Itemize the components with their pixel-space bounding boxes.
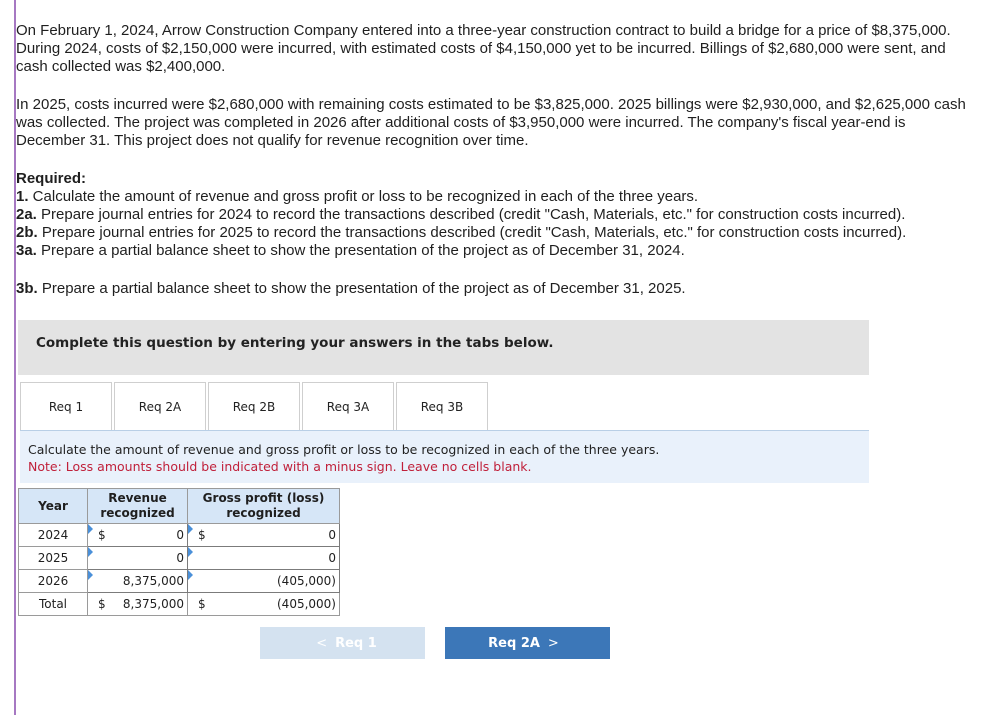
requirement-1: 1. Calculate the amount of revenue and gross profit or loss to be recognized in each of the three years.: [16, 188, 699, 205]
tab-req-1[interactable]: Req 1: [20, 382, 112, 430]
table-row: [19, 547, 340, 570]
required-section: [16, 170, 976, 298]
question-panel: [20, 430, 869, 483]
next-req-label: Req 2A: [488, 635, 540, 651]
problem-text-2: In 2025, costs incurred were $2,680,000 with remaining costs estimated to be $3,825,000. 2025 billings were $2,930,000, and $2,625,000 cash was collected. The project was completed in 2026 after additional costs of $3,950,000 were incurred. The company's fiscal year-end is December 31. This project does not qualify for revenue recognition over time.: [16, 96, 966, 149]
requirement-3a: 3a. Prepare a partial balance sheet to show the presentation of the project as of December 31, 2024.: [16, 242, 685, 259]
table-row: [19, 570, 340, 593]
header-revenue: Revenue recognized: [88, 489, 188, 524]
gross-profit-total: $ (405,000): [188, 593, 340, 616]
tab-req-3a[interactable]: Req 3A: [302, 382, 394, 430]
tab-req-2b[interactable]: Req 2B: [208, 382, 300, 430]
chevron-left-icon: <: [316, 635, 328, 651]
requirement-3b: 3b. Prepare a partial balance sheet to show the presentation of the project as of December 31, 2025.: [16, 280, 686, 297]
prev-req-label: Req 1: [335, 635, 377, 651]
next-req-button[interactable]: [445, 627, 610, 659]
table-row: [19, 524, 340, 547]
requirement-2b: 2b. Prepare journal entries for 2025 to record the transactions described (credit "Cash, Materials, etc." for construction costs incurred).: [16, 224, 907, 241]
year-cell: 2024: [19, 524, 88, 547]
revenue-input-2024[interactable]: $ 0: [88, 524, 188, 547]
revenue-total: $ 8,375,000: [88, 593, 188, 616]
input-flag-icon: [88, 547, 93, 557]
revenue-table: [18, 488, 340, 616]
input-flag-icon: [188, 570, 193, 580]
revenue-input-2026[interactable]: 8,375,000: [88, 570, 188, 593]
header-year: Year: [19, 489, 88, 524]
gross-profit-input-2024[interactable]: $ 0: [188, 524, 340, 547]
panel-instruction: Calculate the amount of revenue and gross profit or loss to be recognized in each of the three years.: [28, 442, 660, 457]
input-flag-icon: [88, 524, 93, 534]
instruction-banner: [18, 320, 869, 375]
input-flag-icon: [188, 547, 193, 557]
instruction-text: Complete this question by entering your answers in the tabs below.: [36, 335, 554, 351]
year-cell: 2025: [19, 547, 88, 570]
year-cell: Total: [19, 593, 88, 616]
panel-note: Note: Loss amounts should be indicated with a minus sign. Leave no cells blank.: [28, 459, 532, 474]
gross-profit-input-2025[interactable]: 0: [188, 547, 340, 570]
problem-paragraph-1: [16, 22, 976, 76]
table-header-row: [19, 489, 340, 524]
tab-req-2a[interactable]: Req 2A: [114, 382, 206, 430]
revenue-input-2025[interactable]: 0: [88, 547, 188, 570]
year-cell: 2026: [19, 570, 88, 593]
problem-text-1: On February 1, 2024, Arrow Construction Company entered into a three-year construction contract to build a bridge for a price of $8,375,000. During 2024, costs of $2,150,000 were incurred, with estimated costs of $4,150,000 yet to be incurred. Billings of $2,680,000 were sent, and cash collected was $2,400,000.: [16, 22, 951, 75]
requirement-2a: 2a. Prepare journal entries for 2024 to record the transactions described (credit "Cash, Materials, etc." for construction costs incurred).: [16, 206, 906, 223]
requirement-tabs: [20, 382, 490, 430]
chevron-right-icon: >: [547, 635, 559, 651]
prev-req-button[interactable]: [260, 627, 425, 659]
problem-paragraph-2: [16, 96, 976, 150]
header-gross-profit: Gross profit (loss) recognized: [188, 489, 340, 524]
input-flag-icon: [88, 570, 93, 580]
table-row-total: [19, 593, 340, 616]
tab-req-3b[interactable]: Req 3B: [396, 382, 488, 430]
gross-profit-input-2026[interactable]: (405,000): [188, 570, 340, 593]
required-heading: Required:: [16, 170, 87, 187]
input-flag-icon: [188, 524, 193, 534]
